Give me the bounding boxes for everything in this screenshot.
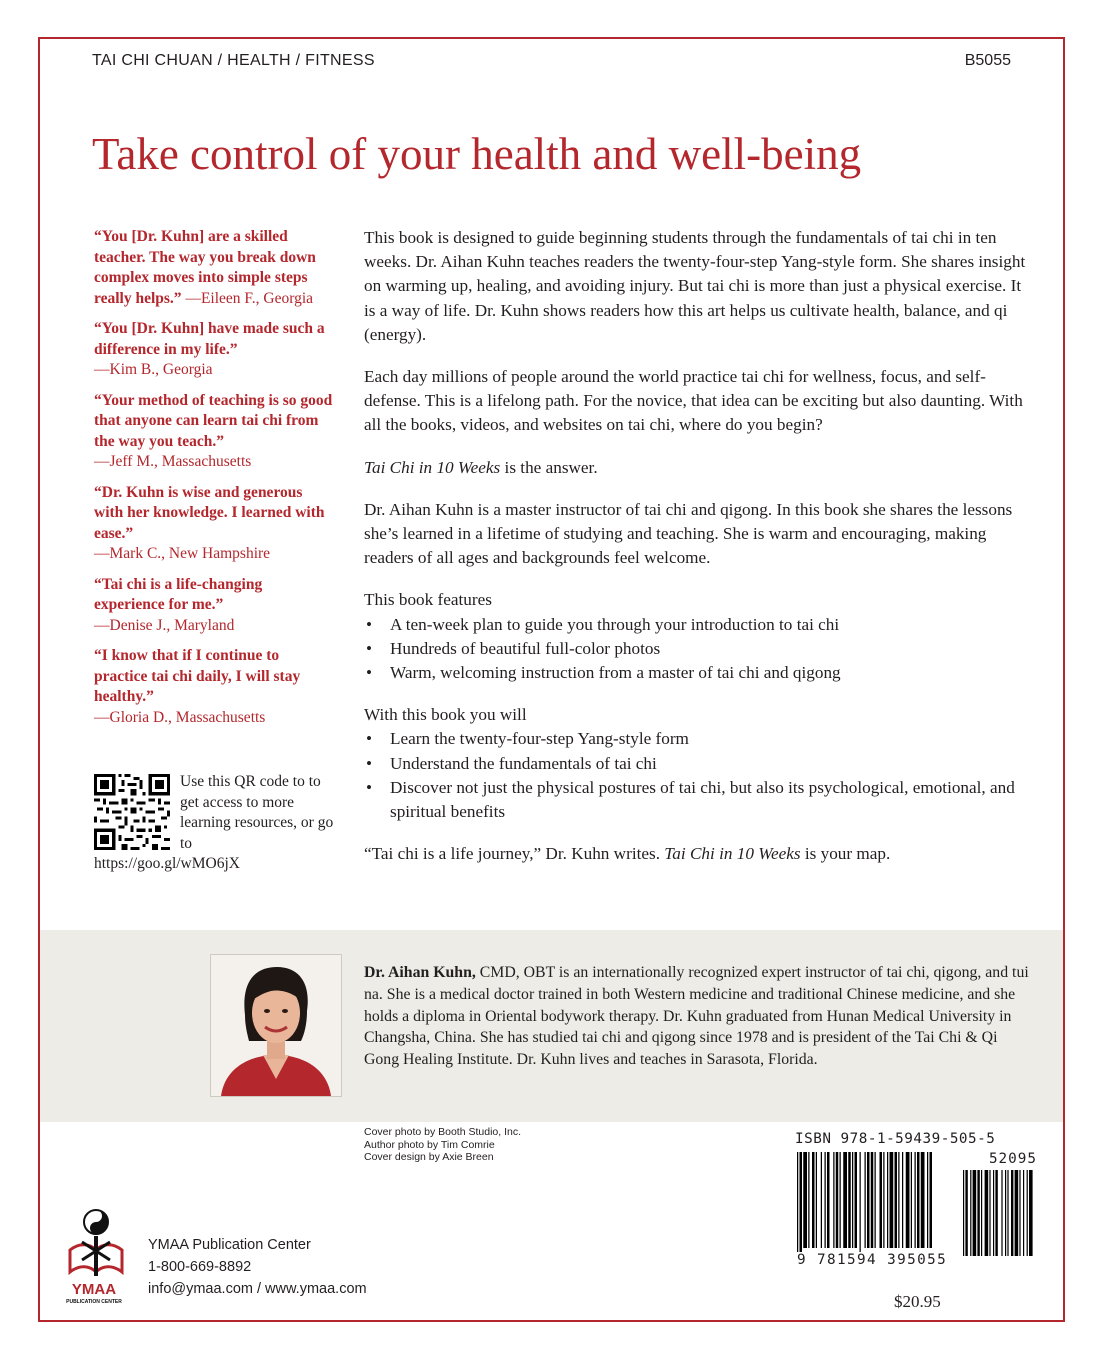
description — [364, 226, 1036, 884]
ymaa-logo-icon — [62, 1198, 126, 1308]
author-bio-text: CMD, OBT is an internationally recognized expert instructor of tai chi, qigong, and tui na. She is a medical doctor trained in both Western medicine and traditional Chinese medicine, and she holds a diploma in Oriental bodywork therapy. Dr. Kuhn graduated from Hunan Medical University in Changsha, China. She has studied tai chi and qigong since 1978 and is president of the Tai Chi & Qi Gong Healing Institute. Dr. Kuhn lives and teaches in Sarasota, Florida. — [364, 964, 1029, 1069]
logo-subtext: PUBLICATION CENTER — [66, 1299, 122, 1305]
answer-line — [364, 456, 1036, 480]
isbn-text: ISBN 978-1-59439-505-5 — [795, 1131, 996, 1147]
author-photo — [210, 954, 342, 1097]
testimonial — [94, 319, 334, 381]
credits — [364, 1126, 521, 1164]
testimonial — [94, 227, 334, 309]
qr-block — [94, 772, 334, 875]
closing-line — [364, 842, 1036, 866]
testimonial-attribution: —Eileen F., Georgia — [181, 289, 314, 307]
description-paragraph: This book is designed to guide beginning students through the fundamentals of tai chi in ten weeks. Dr. Aihan Kuhn teaches readers the twenty-four-step Yang-style form. She shares insight on warming up, healing, and avoiding injury. But tai chi is more than just a physical exercise. It is a way of life. Dr. Kuhn shows readers how this art helps us cultivate health, balance, and qi (energy). — [364, 228, 1026, 344]
closing-end: is your map. — [800, 844, 891, 864]
publisher-info — [148, 1234, 408, 1300]
testimonial-quote: “I know that if I continue to practice tai chi daily, I will stay healthy.” — [94, 647, 301, 705]
qr-caption: Use this QR code to to get access to more learning resources, or go to https://goo.gl/wMO6jX — [94, 773, 334, 872]
testimonial-attribution: —Jeff M., Massachusetts — [94, 453, 252, 470]
testimonial-quote: “Your method of teaching is so good that anyone can learn tai chi from the way you teach.” — [94, 391, 333, 450]
author-name: Dr. Aihan Kuhn, — [364, 964, 476, 981]
barcode — [795, 1131, 1037, 1274]
list-item: • A ten-week plan to guide you through your introduction to tai chi — [364, 613, 1036, 637]
testimonials — [94, 227, 334, 738]
list-item: • Understand the fundamentals of tai chi — [364, 752, 1036, 776]
list-item: • Discover not just the physical postures of tai chi, but also its psychological, emotional, and spiritual benefits — [364, 776, 1036, 824]
testimonial-attribution: —Kim B., Georgia — [94, 361, 213, 378]
category-label: TAI CHI CHUAN / HEALTH / FITNESS — [92, 52, 375, 69]
book-code: B5055 — [964, 52, 1011, 69]
author-bio — [364, 962, 1036, 1071]
book-title: Tai Chi in 10 Weeks — [664, 844, 801, 864]
closing-quote: “Tai chi is a life journey,” Dr. Kuhn writes. — [364, 844, 665, 864]
features-heading: This book features — [364, 590, 492, 610]
testimonial-quote: “Tai chi is a life-changing experience for me.” — [94, 575, 263, 613]
barcode-bars — [795, 1152, 1037, 1260]
cover-photo-credit: Cover photo by Booth Studio, Inc. — [364, 1126, 522, 1138]
publisher-name: YMAA Publication Center — [148, 1237, 311, 1253]
list-item: • Learn the twenty-four-step Yang-style form — [364, 727, 1036, 751]
logo-text: YMAA — [71, 1281, 117, 1298]
testimonial-attribution: —Gloria D., Massachusetts — [94, 708, 266, 726]
testimonial — [94, 391, 334, 473]
publisher-contact: info@ymaa.com / www.ymaa.com — [148, 1281, 367, 1297]
features-list — [364, 613, 1036, 686]
testimonial — [94, 646, 334, 728]
author-photo-credit: Author photo by Tim Comrie — [364, 1138, 495, 1151]
price: $20.95 — [894, 1292, 941, 1311]
barcode-addon: 52095 — [988, 1151, 1037, 1167]
list-item: • Warm, welcoming instruction from a master of tai chi and qigong — [364, 661, 1036, 685]
qr-code[interactable] — [94, 774, 170, 850]
description-paragraph: Each day millions of people around the world practice tai chi for wellness, focus, and self-defense. This is a lifelong path. For the novice, that idea can be exciting but also daunting. With all the books, videos, and websites on tai chi, where do you begin? — [364, 367, 1023, 435]
ean-digits: 9 781594 395055 — [797, 1252, 948, 1268]
testimonial-attribution: —Denise J., Maryland — [94, 616, 235, 634]
headline: Take control of your health and well-being — [92, 129, 862, 179]
benefits-heading: With this book you will — [364, 705, 527, 725]
publisher-phone: 1-800-669-8892 — [148, 1259, 252, 1275]
testimonial-quote: “You [Dr. Kuhn] have made such a difference in my life.” — [94, 320, 325, 358]
cover-design-credit: Cover design by Axie Breen — [364, 1151, 494, 1163]
answer-text: is the answer. — [500, 457, 598, 477]
list-item: • Hundreds of beautiful full-color photos — [364, 637, 1036, 661]
book-title: Tai Chi in 10 Weeks — [364, 457, 501, 477]
testimonial — [94, 483, 334, 565]
description-paragraph: Dr. Aihan Kuhn is a master instructor of tai chi and qigong. In this book she shares the lessons she’s learned in a lifetime of studying and teaching. She is warm and encouraging, making readers of all ages and backgrounds feel welcome. — [364, 499, 1013, 568]
testimonial-quote: “Dr. Kuhn is wise and generous with her knowledge. I learned with ease.” — [94, 483, 325, 542]
testimonial-quote: “You [Dr. Kuhn] are a skilled teacher. The way you break down complex moves into simple steps really helps.” — [94, 228, 316, 307]
testimonial-attribution: —Mark C., New Hampshire — [94, 545, 271, 562]
testimonial — [94, 575, 334, 637]
benefits-list — [364, 727, 1036, 824]
